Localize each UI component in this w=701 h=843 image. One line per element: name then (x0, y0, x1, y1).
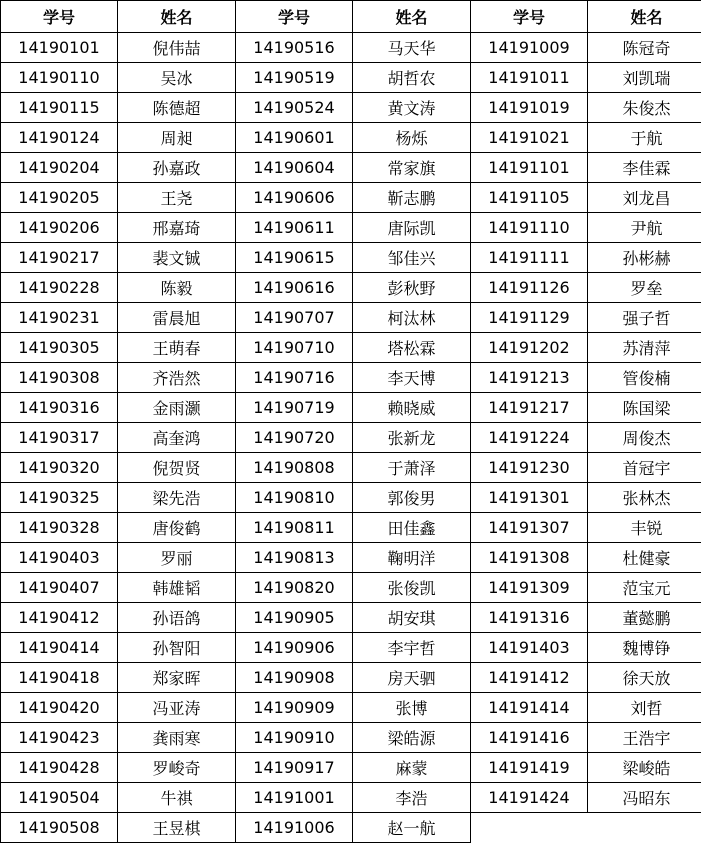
cell-student-id-2: 14190808 (236, 453, 353, 483)
cell-student-id-2: 14190601 (236, 123, 353, 153)
cell-student-id-2: 14190906 (236, 633, 353, 663)
cell-student-name-3: 丰锐 (588, 513, 701, 543)
table-row (1, 453, 701, 483)
table-row (1, 123, 701, 153)
cell-student-name-2: 常家旗 (353, 153, 471, 183)
cell-student-name-2: 马天华 (353, 33, 471, 63)
cell-student-id-1: 14190412 (1, 603, 118, 633)
cell-student-id-1: 14190316 (1, 393, 118, 423)
cell-student-id-3: 14191101 (471, 153, 588, 183)
cell-student-id-1: 14190308 (1, 363, 118, 393)
cell-student-name-3: 徐天放 (588, 663, 701, 693)
cell-student-name-3: 魏博铮 (588, 633, 701, 663)
cell-student-id-1: 14190320 (1, 453, 118, 483)
cell-student-name-1: 雷晨旭 (118, 303, 236, 333)
column-header-id-2: 学号 (236, 1, 353, 33)
cell-student-name-2: 邹佳兴 (353, 243, 471, 273)
cell-student-id-2: 14190905 (236, 603, 353, 633)
table-row (1, 93, 701, 123)
cell-student-id-1: 14190124 (1, 123, 118, 153)
cell-student-id-2: 14190908 (236, 663, 353, 693)
cell-student-id-1: 14190423 (1, 723, 118, 753)
cell-student-name-1: 齐浩然 (118, 363, 236, 393)
cell-student-id-2: 14190604 (236, 153, 353, 183)
cell-student-id-2: 14190720 (236, 423, 353, 453)
cell-student-id-3: 14191213 (471, 363, 588, 393)
cell-student-name-2: 张俊凯 (353, 573, 471, 603)
cell-student-name-3: 刘哲 (588, 693, 701, 723)
cell-student-id-1: 14190428 (1, 753, 118, 783)
cell-student-id-2: 14190616 (236, 273, 353, 303)
cell-student-id-1: 14190508 (1, 813, 118, 843)
cell-student-id-2: 14190811 (236, 513, 353, 543)
cell-student-name-3: 张林杰 (588, 483, 701, 513)
cell-student-name-2: 房天驷 (353, 663, 471, 693)
cell-student-name-3: 刘龙昌 (588, 183, 701, 213)
cell-student-id-3: 14191009 (471, 33, 588, 63)
cell-student-id-2: 14190813 (236, 543, 353, 573)
cell-student-name-2: 胡安琪 (353, 603, 471, 633)
cell-student-name-3: 周俊杰 (588, 423, 701, 453)
cell-student-name-3: 于航 (588, 123, 701, 153)
table-row (1, 603, 701, 633)
cell-student-name-1: 周昶 (118, 123, 236, 153)
cell-student-name-1: 牛祺 (118, 783, 236, 813)
cell-student-id-3: 14191110 (471, 213, 588, 243)
cell-student-id-3: 14191230 (471, 453, 588, 483)
cell-student-name-3: 管俊楠 (588, 363, 701, 393)
column-header-id-3: 学号 (471, 1, 588, 33)
table-row (1, 633, 701, 663)
cell-student-name-3: 陈国梁 (588, 393, 701, 423)
cell-student-name-3: 尹航 (588, 213, 701, 243)
cell-student-name-1: 王尧 (118, 183, 236, 213)
cell-student-name-2: 李宇哲 (353, 633, 471, 663)
cell-student-id-3: 14191412 (471, 663, 588, 693)
cell-student-name-1: 陈毅 (118, 273, 236, 303)
cell-student-name-1: 王昱棋 (118, 813, 236, 843)
cell-student-id-1: 14190317 (1, 423, 118, 453)
cell-student-name-3: 范宝元 (588, 573, 701, 603)
cell-student-name-3: 梁峻皓 (588, 753, 701, 783)
cell-student-name-1: 韩雄韬 (118, 573, 236, 603)
cell-student-id-3: 14191403 (471, 633, 588, 663)
cell-student-name-2: 张博 (353, 693, 471, 723)
cell-student-name-1: 孙智阳 (118, 633, 236, 663)
cell-student-id-1: 14190328 (1, 513, 118, 543)
cell-student-id-1: 14190407 (1, 573, 118, 603)
column-header-name-1: 姓名 (118, 1, 236, 33)
cell-student-name-3: 刘凯瑞 (588, 63, 701, 93)
table-row (1, 213, 701, 243)
cell-student-id-3: 14191316 (471, 603, 588, 633)
cell-student-id-1: 14190420 (1, 693, 118, 723)
cell-student-id-2: 14190917 (236, 753, 353, 783)
cell-student-id-1: 14190204 (1, 153, 118, 183)
cell-student-name-3: 苏清萍 (588, 333, 701, 363)
cell-student-id-1: 14190115 (1, 93, 118, 123)
cell-student-name-1: 倪贺贤 (118, 453, 236, 483)
table-row (1, 393, 701, 423)
cell-student-id-1: 14190414 (1, 633, 118, 663)
table-row (1, 723, 701, 753)
cell-student-id-2: 14191006 (236, 813, 353, 843)
cell-student-name-3: 杜健豪 (588, 543, 701, 573)
cell-student-id-2: 14190909 (236, 693, 353, 723)
table-row (1, 783, 701, 813)
cell-student-name-1: 吴冰 (118, 63, 236, 93)
cell-student-id-1: 14190228 (1, 273, 118, 303)
cell-student-id-3: 14191301 (471, 483, 588, 513)
table-row (1, 243, 701, 273)
cell-student-name-2: 李天博 (353, 363, 471, 393)
cell-student-name-2: 柯汰林 (353, 303, 471, 333)
table-row (1, 543, 701, 573)
cell-student-id-3: 14191129 (471, 303, 588, 333)
cell-student-id-1: 14190101 (1, 33, 118, 63)
cell-student-name-1: 高奎鸿 (118, 423, 236, 453)
cell-student-name-2: 梁皓源 (353, 723, 471, 753)
cell-student-id-3: 14191105 (471, 183, 588, 213)
cell-student-name-1: 罗丽 (118, 543, 236, 573)
cell-student-name-1: 陈德超 (118, 93, 236, 123)
cell-student-name-1: 龚雨寒 (118, 723, 236, 753)
cell-student-id-2: 14190710 (236, 333, 353, 363)
cell-student-name-2: 黄文涛 (353, 93, 471, 123)
cell-student-id-2: 14190707 (236, 303, 353, 333)
cell-student-id-3 (471, 813, 588, 843)
table-row (1, 363, 701, 393)
table-row (1, 573, 701, 603)
cell-student-id-3: 14191019 (471, 93, 588, 123)
table-body (1, 33, 701, 843)
cell-student-name-1: 金雨灏 (118, 393, 236, 423)
cell-student-id-2: 14190719 (236, 393, 353, 423)
cell-student-name-1: 梁先浩 (118, 483, 236, 513)
table-row (1, 693, 701, 723)
cell-student-name-3: 董懿鹏 (588, 603, 701, 633)
cell-student-id-1: 14190231 (1, 303, 118, 333)
cell-student-id-3: 14191424 (471, 783, 588, 813)
cell-student-id-3: 14191416 (471, 723, 588, 753)
cell-student-name-3: 冯昭东 (588, 783, 701, 813)
cell-student-name-2: 李浩 (353, 783, 471, 813)
cell-student-id-3: 14191308 (471, 543, 588, 573)
cell-student-name-1: 裴文铖 (118, 243, 236, 273)
cell-student-id-1: 14190110 (1, 63, 118, 93)
cell-student-id-2: 14190519 (236, 63, 353, 93)
cell-student-name-3: 陈冠奇 (588, 33, 701, 63)
cell-student-id-1: 14190325 (1, 483, 118, 513)
cell-student-name-1: 唐俊鹤 (118, 513, 236, 543)
cell-student-name-3 (588, 813, 701, 843)
cell-student-id-1: 14190217 (1, 243, 118, 273)
cell-student-name-2: 郭俊男 (353, 483, 471, 513)
cell-student-name-2: 鞠明洋 (353, 543, 471, 573)
cell-student-id-1: 14190205 (1, 183, 118, 213)
cell-student-name-1: 倪伟喆 (118, 33, 236, 63)
cell-student-id-2: 14190615 (236, 243, 353, 273)
table-header-row (1, 1, 701, 33)
cell-student-name-3: 王浩宇 (588, 723, 701, 753)
cell-student-id-3: 14191309 (471, 573, 588, 603)
cell-student-id-2: 14190606 (236, 183, 353, 213)
cell-student-name-2: 杨烁 (353, 123, 471, 153)
cell-student-id-1: 14190206 (1, 213, 118, 243)
cell-student-id-3: 14191414 (471, 693, 588, 723)
cell-student-id-3: 14191126 (471, 273, 588, 303)
table-row (1, 63, 701, 93)
cell-student-name-2: 彭秋野 (353, 273, 471, 303)
cell-student-id-2: 14191001 (236, 783, 353, 813)
cell-student-name-3: 朱俊杰 (588, 93, 701, 123)
cell-student-name-2: 张新龙 (353, 423, 471, 453)
cell-student-name-2: 田佳鑫 (353, 513, 471, 543)
cell-student-id-3: 14191202 (471, 333, 588, 363)
cell-student-name-1: 冯亚涛 (118, 693, 236, 723)
column-header-name-3: 姓名 (588, 1, 701, 33)
column-header-id-1: 学号 (1, 1, 118, 33)
cell-student-id-3: 14191217 (471, 393, 588, 423)
cell-student-name-2: 赵一航 (353, 813, 471, 843)
cell-student-name-2: 靳志鹏 (353, 183, 471, 213)
table-row (1, 33, 701, 63)
cell-student-name-2: 胡哲农 (353, 63, 471, 93)
cell-student-id-3: 14191224 (471, 423, 588, 453)
table-row (1, 753, 701, 783)
table-row (1, 183, 701, 213)
cell-student-id-2: 14190820 (236, 573, 353, 603)
table-row (1, 153, 701, 183)
table-row (1, 813, 701, 843)
table-row (1, 273, 701, 303)
column-header-name-2: 姓名 (353, 1, 471, 33)
cell-student-name-1: 邢嘉琦 (118, 213, 236, 243)
cell-student-name-2: 于萧泽 (353, 453, 471, 483)
cell-student-name-2: 赖晓威 (353, 393, 471, 423)
cell-student-name-2: 麻蒙 (353, 753, 471, 783)
cell-student-id-2: 14190716 (236, 363, 353, 393)
cell-student-name-1: 孙嘉政 (118, 153, 236, 183)
cell-student-name-2: 唐际凯 (353, 213, 471, 243)
cell-student-id-1: 14190305 (1, 333, 118, 363)
cell-student-name-3: 孙彬赫 (588, 243, 701, 273)
cell-student-id-2: 14190524 (236, 93, 353, 123)
cell-student-id-3: 14191111 (471, 243, 588, 273)
cell-student-id-3: 14191419 (471, 753, 588, 783)
cell-student-name-3: 李佳霖 (588, 153, 701, 183)
cell-student-name-3: 首冠宇 (588, 453, 701, 483)
cell-student-id-3: 14191021 (471, 123, 588, 153)
cell-student-id-1: 14190418 (1, 663, 118, 693)
cell-student-name-1: 孙语鸽 (118, 603, 236, 633)
cell-student-id-1: 14190403 (1, 543, 118, 573)
cell-student-id-2: 14190910 (236, 723, 353, 753)
cell-student-id-3: 14191307 (471, 513, 588, 543)
table-row (1, 483, 701, 513)
cell-student-name-1: 郑家晖 (118, 663, 236, 693)
cell-student-id-3: 14191011 (471, 63, 588, 93)
cell-student-name-3: 罗垒 (588, 273, 701, 303)
table-row (1, 513, 701, 543)
cell-student-id-2: 14190810 (236, 483, 353, 513)
cell-student-name-1: 王萌春 (118, 333, 236, 363)
cell-student-id-2: 14190611 (236, 213, 353, 243)
cell-student-id-1: 14190504 (1, 783, 118, 813)
table-row (1, 663, 701, 693)
cell-student-id-2: 14190516 (236, 33, 353, 63)
cell-student-name-2: 塔松霖 (353, 333, 471, 363)
cell-student-name-1: 罗峻奇 (118, 753, 236, 783)
table-row (1, 423, 701, 453)
table-row (1, 303, 701, 333)
table-row (1, 333, 701, 363)
cell-student-name-3: 强子哲 (588, 303, 701, 333)
